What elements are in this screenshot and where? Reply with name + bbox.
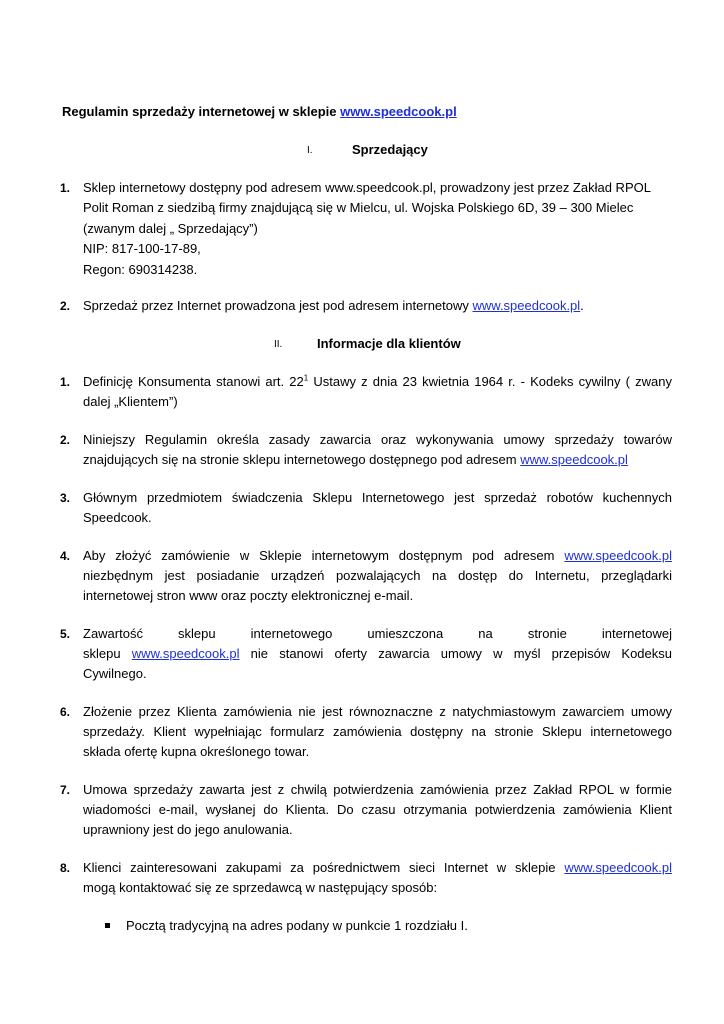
s2-item-7-number: 7. bbox=[60, 783, 71, 797]
s2-item-2-line-2: znajdujących się na stronie sklepu internetowego dostępnego pod adresem www.speedcook.pl bbox=[83, 452, 628, 467]
s2-item-8-line-1: Klienci zainteresowani zakupami za pośrednictwem sieci Internet w sklepie www.speedcook.pl bbox=[83, 860, 672, 875]
s2-item-7-line-1: Umowa sprzedaży zawarta jest z chwilą potwierdzenia zamówienia przez Zakład RPOL w formie bbox=[83, 782, 672, 797]
document-title: Regulamin sprzedaży internetowej w sklepie www.speedcook.pl bbox=[62, 104, 457, 119]
s1-item-1-line-3: (zwanym dalej „ Sprzedający”) bbox=[83, 221, 258, 236]
bullet-marker bbox=[105, 923, 110, 928]
title-link[interactable]: www.speedcook.pl bbox=[340, 104, 457, 119]
s1-item-1-nip: NIP: 817-100-17-89, bbox=[83, 241, 201, 256]
s1-item-2-text: Sprzedaż przez Internet prowadzona jest pod adresem internetowy www.speedcook.pl. bbox=[83, 298, 584, 313]
s2-item-4-line-3: internetowej stron www oraz poczty elektronicznej e-mail. bbox=[83, 588, 414, 603]
s2-item-5-line-1: Zawartość sklepu internetowego umieszczona na stronie internetowej bbox=[83, 626, 672, 641]
section-2-heading: Informacje dla klientów bbox=[317, 336, 461, 351]
s2-item-8-number: 8. bbox=[60, 861, 71, 875]
s2-item-3-line-2: Speedcook. bbox=[83, 510, 152, 525]
s1-item-1-number: 1. bbox=[60, 181, 71, 195]
s2-item-7-line-2: wiadomości e-mail, wysłanej do Klienta. Do czasu otrzymania potwierdzenia zamówienia Klient bbox=[83, 802, 672, 817]
s2-item-6-line-2: sprzedaży. Klient wypełniając formularz zamówienia dostępny na stronie Sklepu internetowego bbox=[83, 724, 672, 739]
s2-item-6-line-1: Złożenie przez Klienta zamówienia nie jest równoznaczne z natychmiastowym zawarciem umowy bbox=[83, 704, 672, 719]
s2-item-4-line-1: Aby złożyć zamówienie w Sklepie internetowym dostępnym pod adresem www.speedcook.pl bbox=[83, 548, 672, 563]
s1-item-1-line-1: Sklep internetowy dostępny pod adresem www.speedcook.pl, prowadzony jest przez Zakład RPOL bbox=[83, 180, 651, 195]
bullet-item: Pocztą tradycyjną na adres podany w punkcie 1 rozdziału I. bbox=[126, 918, 468, 933]
s2-item-2-link[interactable]: www.speedcook.pl bbox=[520, 452, 628, 467]
s2-item-3-line-1: Głównym przedmiotem świadczenia Sklepu Internetowego jest sprzedaż robotów kuchennych bbox=[83, 490, 672, 505]
s2-item-4-line-2: niezbędnym jest posiadanie urządzeń pozwalających na dostęp do Internetu, przeglądarki bbox=[83, 568, 672, 583]
s2-item-5-number: 5. bbox=[60, 627, 71, 641]
s1-item-2-number: 2. bbox=[60, 299, 71, 313]
s2-item-5-line-2: sklepu www.speedcook.pl nie stanowi oferty zawarcia umowy w myśl przepisów Kodeksu bbox=[83, 646, 672, 661]
s1-item-1-regon: Regon: 690314238. bbox=[83, 262, 198, 277]
s2-item-1-line-1: Definicję Konsumenta stanowi art. $22^1$ Ustawy z dnia 23 kwietnia 1964 r. - Kodeks cywilny ( zwany bbox=[83, 373, 672, 389]
section-1-numeral: I. bbox=[307, 145, 313, 156]
s2-item-7-line-3: uprawniony jest do jego anulowania. bbox=[83, 822, 293, 837]
s2-item-4-link[interactable]: www.speedcook.pl bbox=[564, 548, 672, 563]
s1-item-1-line-2: Polit Roman z siedzibą firmy znajdującą się w Mielcu, ul. Wojska Polskiego 6D, 39 – 300 Mielec bbox=[83, 200, 634, 215]
s2-item-5-line-3: Cywilnego. bbox=[83, 666, 147, 681]
s2-item-1-line-2: dalej „Klientem”) bbox=[83, 394, 178, 409]
s2-item-8-link[interactable]: www.speedcook.pl bbox=[564, 860, 672, 875]
s2-item-6-line-3: składa ofertę kupna określonego towar. bbox=[83, 744, 310, 759]
s1-item-2-link[interactable]: www.speedcook.pl bbox=[472, 298, 581, 313]
s2-item-2-line-1: Niniejszy Regulamin określa zasady zawarcia oraz wykonywania umowy sprzedaży towarów bbox=[83, 432, 672, 447]
s2-item-5-link[interactable]: www.speedcook.pl bbox=[131, 646, 240, 661]
s2-item-2-number: 2. bbox=[60, 433, 71, 447]
s2-item-6-number: 6. bbox=[60, 705, 71, 719]
s2-item-4-number: 4. bbox=[60, 549, 71, 563]
s2-item-8-line-2: mogą kontaktować się ze sprzedawcą w następujący sposób: bbox=[83, 880, 438, 895]
s2-item-3-number: 3. bbox=[60, 491, 71, 505]
section-1-heading: Sprzedający bbox=[352, 142, 428, 157]
section-2-numeral: II. bbox=[274, 339, 283, 350]
s2-item-1-number: 1. bbox=[60, 375, 71, 389]
